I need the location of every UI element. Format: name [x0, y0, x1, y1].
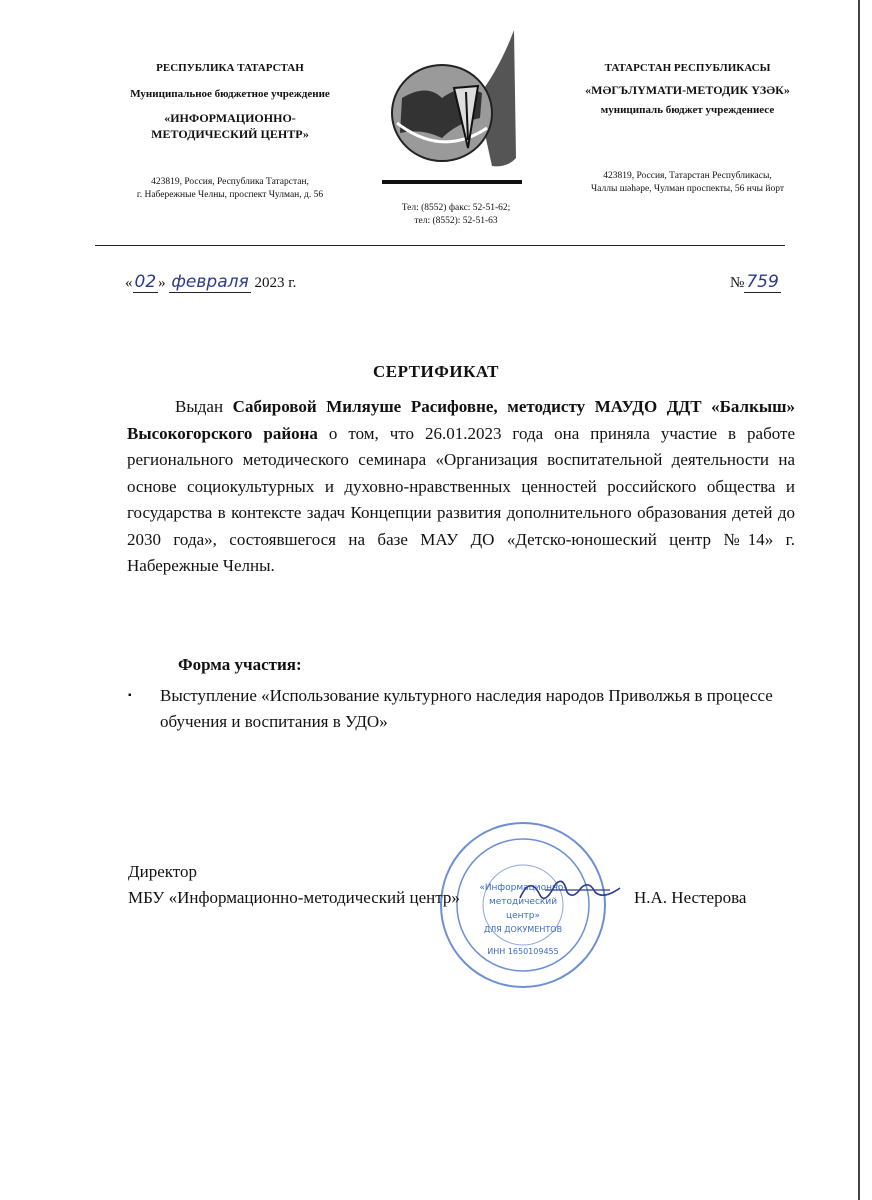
number-value: 759	[746, 272, 779, 292]
header-left-block	[80, 60, 380, 202]
body-prefix: Выдан	[175, 397, 233, 416]
header-left-institution-type: Муниципальное бюджетное учреждение	[130, 88, 330, 100]
recipient-name: Сабировой Миляуше Расифовне, методисту МАУДО ДДТ «Балкыш» Высокогорского района	[127, 397, 795, 443]
scan-edge-line	[858, 0, 860, 1200]
document-number	[730, 272, 781, 293]
participation-label: Форма участия:	[178, 655, 302, 674]
header-center-phones	[370, 202, 542, 228]
signatory-organization: МБУ «Информационно-методический центр»	[128, 888, 460, 907]
date-day: 02	[134, 272, 157, 292]
phone-line-1: Тел: (8552) факс: 52-51-62;	[401, 203, 511, 213]
header-right-address-1: 423819, Россия, Татарстан Республикасы,	[603, 171, 772, 181]
header-left-name-1: «ИНФОРМАЦИОННО-	[164, 111, 296, 125]
header-left-republic: РЕСПУБЛИКА ТАТАРСТАН	[156, 62, 304, 74]
bullet-icon: ▪	[128, 690, 132, 701]
header-right-name: «МӘГЪЛҮМАТИ-МЕТОДИК ҮЗӘК»	[585, 83, 790, 97]
signatory-title: Директор	[128, 862, 197, 881]
header-left-name-2: МЕТОДИЧЕСКИЙ ЦЕНТР»	[151, 127, 309, 141]
date-open-quote: «	[125, 275, 133, 291]
participation-item: Выступление «Использование культурного наследия народов Приволжья в процессе обучения и воспитания в УДО»	[160, 686, 773, 731]
header-right-institution-type: муниципаль бюджет учреждениесе	[600, 104, 775, 116]
header-right-address-2: Чаллы шәһәре, Чулман проспекты, 56 нчы йорт	[590, 184, 784, 194]
stamp-text-1: «Информационно-	[479, 883, 567, 893]
stamp-text-2: методический	[488, 897, 558, 907]
document-date	[125, 272, 296, 293]
header-right-republic: ТАТАРСТАН РЕСПУБЛИКАСЫ	[604, 62, 771, 74]
stamp-text-3: центр»	[505, 911, 541, 921]
globe-pen-logo-icon	[382, 28, 532, 188]
signatory-name: Н.А. Нестерова	[634, 888, 747, 907]
handwritten-signature-icon	[515, 870, 625, 910]
header-left-address-1: 423819, Россия, Республика Татарстан,	[151, 177, 309, 187]
phone-line-2: тел: (8552): 52-51-63	[414, 216, 498, 226]
header-left-address-2: г. Набережные Челны, проспект Чулман, д. 56	[136, 190, 324, 200]
date-close-quote: »	[158, 275, 166, 291]
page-title: СЕРТИФИКАТ	[372, 362, 500, 381]
date-month: февраля	[171, 272, 249, 292]
stamp-text-4: ДЛЯ ДОКУМЕНТОВ	[483, 925, 563, 934]
stamp-code: ИНН 1650109455	[487, 947, 559, 956]
number-label: №	[730, 275, 745, 291]
header-divider	[95, 245, 785, 246]
body-rest: о том, что 26.01.2023 года она приняла участие в работе регионального методического семинара «Организация воспитательной деятельности на основе социокультурных и духовно-нравственных ценностей российского общества и государства в контексте задач Концепции развития дополнительного образования детей до 2030 года», состоявшегося на базе МАУ ДО «Детско-юношеский центр №14» г. Набережные Челны.	[127, 423, 796, 575]
certificate-body	[127, 394, 795, 580]
header-right-block	[555, 60, 820, 196]
date-year: 2023 г.	[254, 275, 297, 291]
